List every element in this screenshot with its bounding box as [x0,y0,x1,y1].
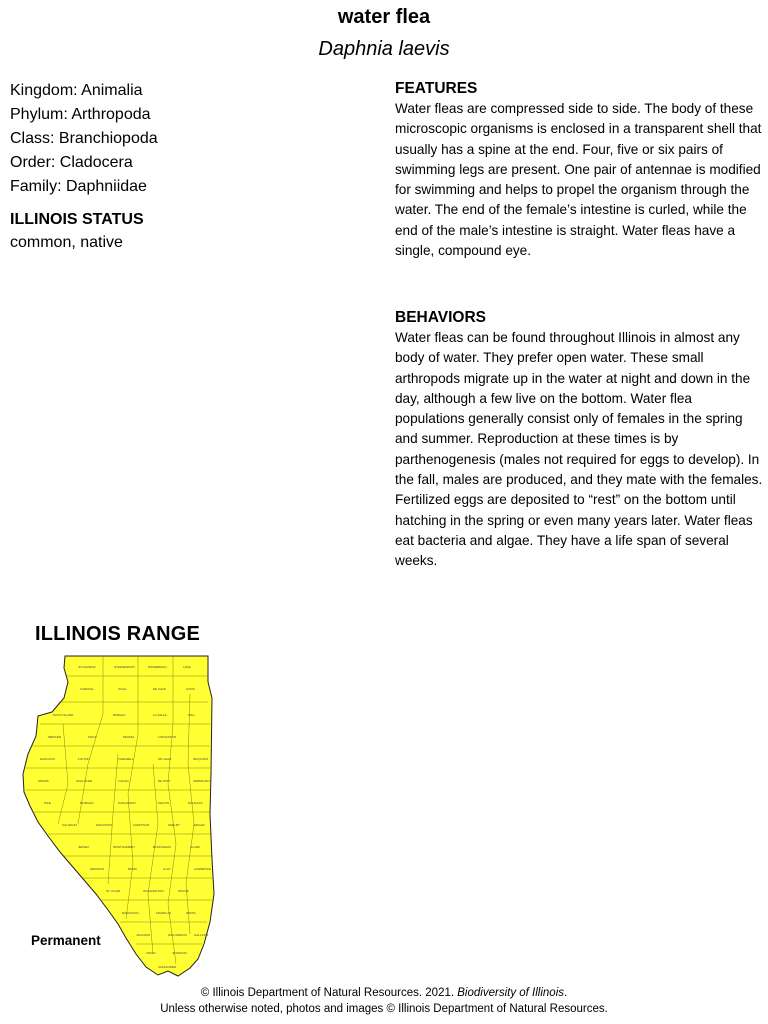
svg-text:FRANKLIN: FRANKLIN [156,911,171,915]
svg-text:DE WITT: DE WITT [158,779,171,783]
svg-text:LIVINGSTON: LIVINGSTON [158,735,177,739]
behaviors-text: Water fleas can be found throughout Illinois in almost any body of water. They prefer open water. These small arthropods migrate up in the water at night and down in the day, although a few live on the bottom. Water flea populations generally consist only of females in the spring and summer. Reproduction at these times is by parthenogenesis (males not required for eggs to develop). In the fall, males are produced, and they mate with the females. Fertilized eggs are deposited to “rest” on the bottom until hatching in the spring or even many years later. Water fleas eat bacteria and algae. They have a life span of several weeks. [395,330,763,569]
svg-text:EDGAR: EDGAR [194,823,205,827]
svg-text:CARROLL: CARROLL [80,687,95,691]
behaviors-heading: BEHAVIORS [395,309,487,326]
svg-text:CHRISTIAN: CHRISTIAN [133,823,150,827]
svg-text:CLARK: CLARK [190,845,201,849]
svg-text:LAKE: LAKE [183,665,191,669]
species-common-name: water flea [337,6,431,28]
svg-text:RANDOLPH: RANDOLPH [122,911,139,915]
svg-text:FULTON: FULTON [78,757,90,761]
svg-text:JACKSON: JACKSON [136,933,151,937]
status-value: common, native [10,234,123,251]
features-text: Water fleas are compressed side to side. The body of these microscopic organisms is enclosed in a transparent shell that usually has a spine at the end. Four, five or six pairs of swimming legs are present. One pair of antennae is modified for swimming and helps to propel the organism through the water. The end of the female’s intestine is curled, while the end of the male’s intestine is straight. Water fleas have a single, compound eye. [395,101,762,259]
svg-text:ROCK ISLAND: ROCK ISLAND [53,713,74,717]
svg-text:HANCOCK: HANCOCK [40,757,56,761]
svg-text:ADAMS: ADAMS [38,779,49,783]
svg-text:STEPHENSON: STEPHENSON [114,665,135,669]
taxonomy-family: Family: Daphniidae [10,178,147,195]
svg-text:GALLATIN: GALLATIN [194,933,209,937]
status-heading: ILLINOIS STATUS [10,211,144,228]
svg-text:VERMILION: VERMILION [193,779,210,783]
taxonomy-block [10,79,158,199]
footer-line-1 [0,985,768,1001]
svg-text:TAZEWELL: TAZEWELL [118,757,134,761]
svg-text:WAYNE: WAYNE [178,889,189,893]
svg-text:WHITE: WHITE [186,911,196,915]
footer-copyright: © Illinois Department of Natural Resources. 2021. [200,987,458,999]
taxonomy-phylum: Phylum: Arthropoda [10,106,151,123]
features-section [395,79,763,261]
features-heading: FEATURES [395,80,478,97]
svg-text:MORGAN: MORGAN [80,801,94,805]
taxonomy-order: Order: Cladocera [10,154,133,171]
taxonomy-kingdom: Kingdom: Animalia [10,82,143,99]
svg-text:MONTGOMERY: MONTGOMERY [113,845,136,849]
svg-text:ALEXANDER: ALEXANDER [158,965,177,969]
svg-text:CLAY: CLAY [163,867,171,871]
taxonomy-class: Class: Branchiopoda [10,130,158,147]
svg-text:COOK: COOK [186,687,195,691]
map-legend-permanent: Permanent [31,933,101,948]
svg-text:BOND: BOND [128,867,137,871]
svg-text:ST. CLAIR: ST. CLAIR [106,889,121,893]
svg-text:OGLE: OGLE [118,687,127,691]
svg-text:JOHNSON: JOHNSON [172,951,187,955]
svg-text:UNION: UNION [146,951,156,955]
svg-text:WINNEBAGO: WINNEBAGO [148,665,167,669]
svg-text:PEORIA: PEORIA [123,735,135,739]
svg-text:MC LEAN: MC LEAN [158,757,172,761]
range-heading: ILLINOIS RANGE [35,623,201,645]
svg-text:MADISON: MADISON [90,867,105,871]
svg-text:WASHINGTON: WASHINGTON [143,889,164,893]
footer-publication: Biodiversity of Illinois [457,987,564,999]
svg-text:SCHUYLER: SCHUYLER [76,779,93,783]
species-scientific-name: Daphnia laevis [318,38,450,60]
svg-text:BUREAU: BUREAU [113,713,126,717]
svg-text:MACON: MACON [158,801,170,805]
svg-text:KNOX: KNOX [88,735,97,739]
svg-text:DE KALB: DE KALB [153,687,166,691]
svg-text:LAWRENCE: LAWRENCE [194,867,211,871]
footer [0,985,768,1017]
svg-text:EFFINGHAM: EFFINGHAM [153,845,171,849]
footer-period: . [564,987,568,999]
footer-line-2: Unless otherwise noted, photos and images © Illinois Department of Natural Resources. [160,1003,608,1015]
svg-text:SANGAMON: SANGAMON [118,801,136,805]
illinois-state-shape [23,656,214,976]
svg-text:PIKE: PIKE [44,801,51,805]
svg-text:WILLIAMSON: WILLIAMSON [168,933,187,937]
illinois-range-map [18,654,218,979]
svg-text:MERCER: MERCER [48,735,62,739]
svg-text:MACOUPIN: MACOUPIN [96,823,113,827]
behaviors-section [395,308,763,572]
svg-text:LA SALLE: LA SALLE [153,713,167,717]
svg-text:LOGAN: LOGAN [118,779,129,783]
svg-text:JO DAVIESS: JO DAVIESS [78,665,96,669]
svg-text:SHELBY: SHELBY [168,823,180,827]
svg-text:IROQUOIS: IROQUOIS [193,757,209,761]
svg-text:WILL: WILL [188,713,196,717]
svg-text:CALHOUN: CALHOUN [62,823,77,827]
svg-text:DOUGLAS: DOUGLAS [188,801,203,805]
svg-text:JERSEY: JERSEY [78,845,90,849]
